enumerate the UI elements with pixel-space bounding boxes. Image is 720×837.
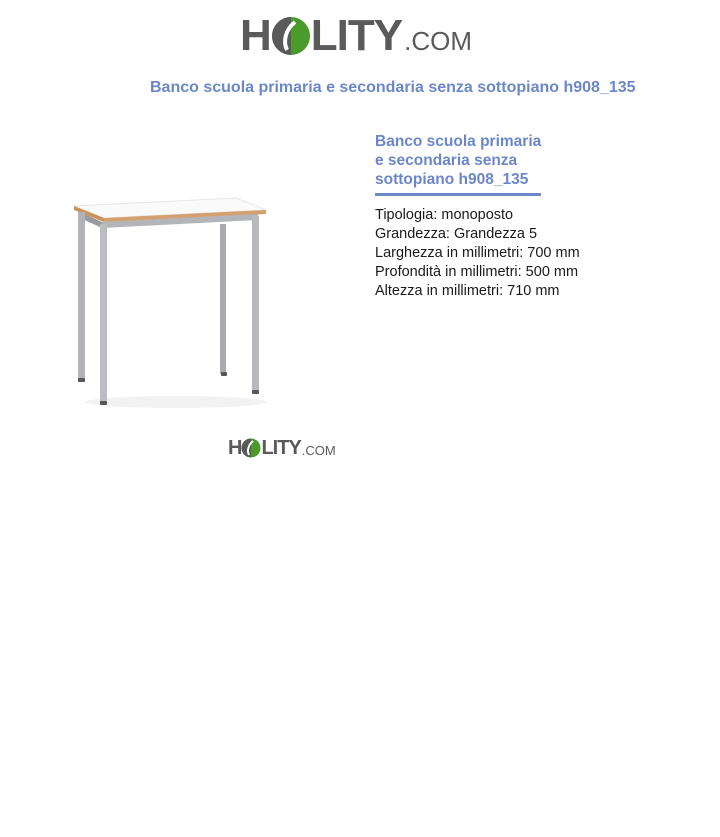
footer-logo-letter-h: H (228, 436, 242, 459)
product-title-line-1: Banco scuola primaria (375, 133, 542, 150)
logo-o-leaf-icon (271, 16, 311, 56)
product-info (375, 132, 695, 301)
footer-brand-logo[interactable] (228, 436, 336, 460)
product-title (375, 132, 550, 189)
brand-logo[interactable] (240, 12, 472, 60)
spec-item-altezza: Altezza in millimetri: 710 mm (375, 283, 560, 299)
logo-wordmark (240, 12, 402, 60)
title-underline (375, 193, 541, 196)
footer-logo-letters-lity: LITY (261, 436, 301, 459)
spec-item-tipologia: Tipologia: monoposto (375, 207, 514, 223)
page-title: Banco scuola primaria e secondaria senza sottopiano h908_135 (150, 79, 636, 96)
spec-item-larghezza: Larghezza in millimetri: 700 mm (375, 245, 580, 261)
footer-logo-o-leaf-icon (241, 438, 261, 458)
spec-item-grandezza: Grandezza: Grandezza 5 (375, 226, 538, 242)
spec-item-profondita: Profondità in millimetri: 500 mm (375, 264, 579, 280)
product-title-line-3: sottopiano h908_135 (375, 171, 529, 188)
logo-letters-lity: LITY (310, 11, 403, 60)
spec-list (375, 206, 695, 301)
logo-suffix: .COM (404, 26, 472, 56)
product-title-line-2: e secondaria senza (375, 152, 518, 169)
school-desk-image (66, 196, 276, 412)
footer-logo-wordmark (228, 436, 301, 460)
footer-logo-suffix: .COM (301, 443, 336, 458)
logo-letter-h: H (240, 11, 271, 60)
